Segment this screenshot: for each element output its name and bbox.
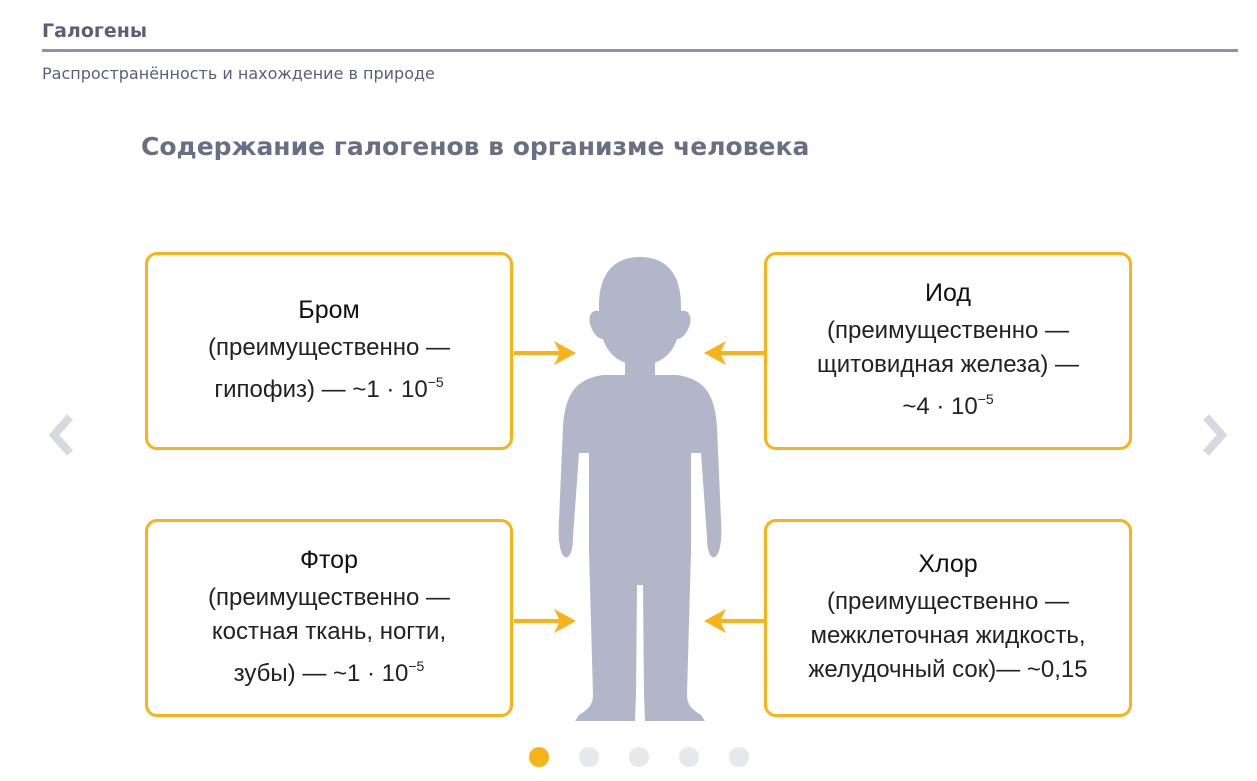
iodine-line-2: щитовидная железа) — (816, 350, 1080, 378)
iodine-value: ~4 · 10 (902, 392, 978, 420)
iodine-card (764, 252, 1132, 450)
chevron-right-icon (1200, 413, 1230, 457)
pagination-dot-1[interactable] (529, 747, 549, 767)
pagination-dot-4[interactable] (679, 747, 699, 767)
bromine-line-1: (преимущественно — (207, 333, 451, 361)
bromine-card (145, 252, 513, 450)
human-figure-icon (555, 255, 725, 725)
bromine-line-2 (214, 365, 443, 407)
fluorine-exponent: −5 (408, 657, 425, 674)
bromine-title: Бром (298, 295, 360, 324)
chlorine-card (764, 519, 1132, 717)
prev-slide-button[interactable] (46, 413, 76, 457)
header-divider (42, 49, 1238, 52)
page-title: Содержание галогенов в организме человека (141, 132, 810, 161)
bromine-exponent: −5 (427, 373, 444, 390)
chevron-left-icon (46, 413, 76, 457)
iodine-exponent: −5 (977, 390, 994, 407)
pagination (529, 747, 749, 767)
chlorine-line-2: межклеточная жидкость, (810, 621, 1086, 649)
fluorine-line-3 (234, 649, 425, 691)
fluorine-card (145, 519, 513, 717)
next-slide-button[interactable] (1200, 413, 1230, 457)
iodine-title: Иод (925, 278, 971, 307)
iodine-line-3 (902, 382, 993, 424)
header-subtitle: Распространённость и нахождение в природе (42, 64, 435, 83)
pagination-dot-5[interactable] (729, 747, 749, 767)
fluorine-line-1: (преимущественно — (207, 583, 451, 611)
chlorine-line-3: желудочный сок)— ~0,15 (808, 655, 1088, 683)
chlorine-line-1: (преимущественно — (826, 587, 1070, 615)
header-title: Галогены (42, 20, 148, 42)
pagination-dot-2[interactable] (579, 747, 599, 767)
bromine-value: гипофиз) — ~1 · 10 (214, 375, 428, 403)
iodine-line-1: (преимущественно — (826, 316, 1070, 344)
fluorine-value: зубы) — ~1 · 10 (233, 659, 409, 687)
pagination-dot-3[interactable] (629, 747, 649, 767)
fluorine-line-2: костная ткань, ногти, (211, 617, 447, 645)
fluorine-title: Фтор (300, 545, 358, 574)
chlorine-title: Хлор (918, 549, 978, 578)
